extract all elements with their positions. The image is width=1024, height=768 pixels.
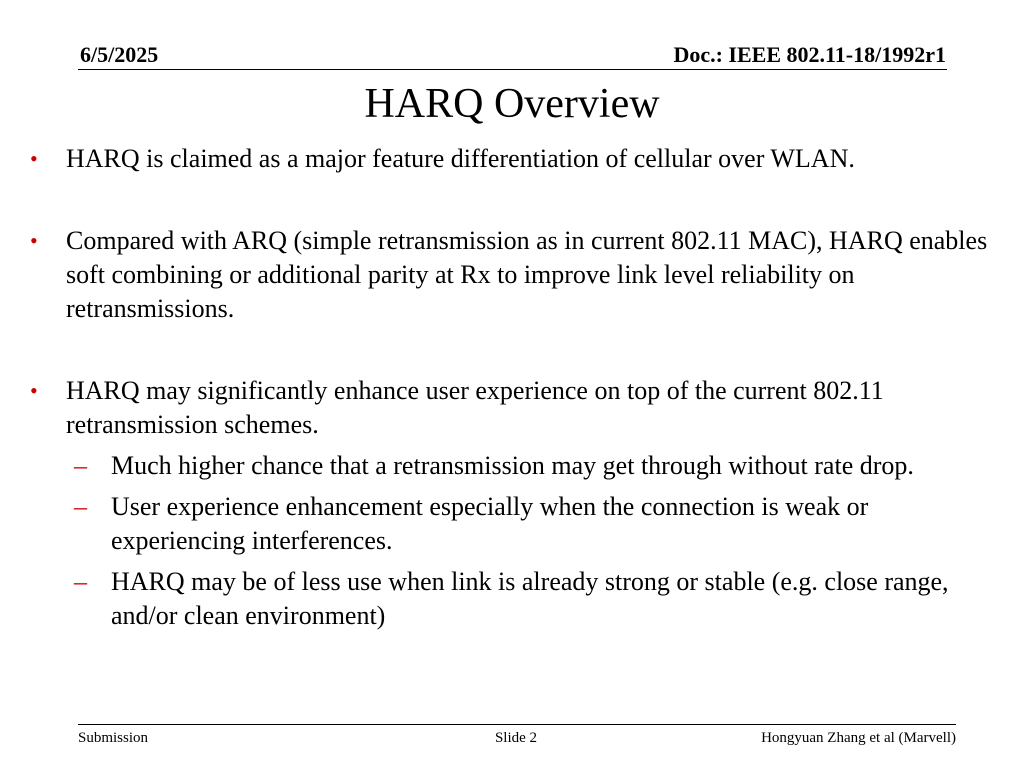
sub-bullet-text: User experience enhancement especially when the connection is weak or experiencing interferences. [111,492,869,555]
bullet-item [26,374,1006,442]
bullet-marker: • [30,378,38,403]
bullet-text: HARQ may significantly enhance user experience on top of the current 802.11 retransmission schemes. [66,376,884,439]
header-date: 6/5/2025 [80,42,159,67]
bullet-text: HARQ is claimed as a major feature differentiation of cellular over WLAN. [66,144,855,173]
slide-body [26,142,1006,633]
sub-bullet-text: HARQ may be of less use when link is already strong or stable (e.g. close range, and/or clean environment) [111,567,949,630]
footer-submission: Submission [78,730,149,746]
footer-slide-number: Slide 2 [494,730,538,746]
sub-bullet-text: Much higher chance that a retransmission may get through without rate drop. [111,451,914,480]
bullet-item [26,224,1006,326]
bullet-marker: • [30,228,38,253]
sub-bullet-marker: – [74,567,87,596]
header-divider [78,69,947,70]
sub-bullet-item [26,565,1006,633]
sub-bullet-item [26,490,1006,558]
footer-divider [78,724,956,725]
header-doc-id: Doc.: IEEE 802.11-18/1992r1 [673,42,946,67]
slide-title: HARQ Overview [364,81,660,127]
footer-author: Hongyuan Zhang et al (Marvell) [761,730,956,746]
bullet-marker: • [30,146,38,171]
sub-bullet-item [26,449,1006,483]
sub-bullet-marker: – [74,451,87,480]
bullet-text: Compared with ARQ (simple retransmission as in current 802.11 MAC), HARQ enables soft combining or additional parity at Rx to improve link level reliability on retransmissions. [66,226,988,323]
bullet-item [26,142,1006,176]
sub-bullet-marker: – [74,492,87,521]
